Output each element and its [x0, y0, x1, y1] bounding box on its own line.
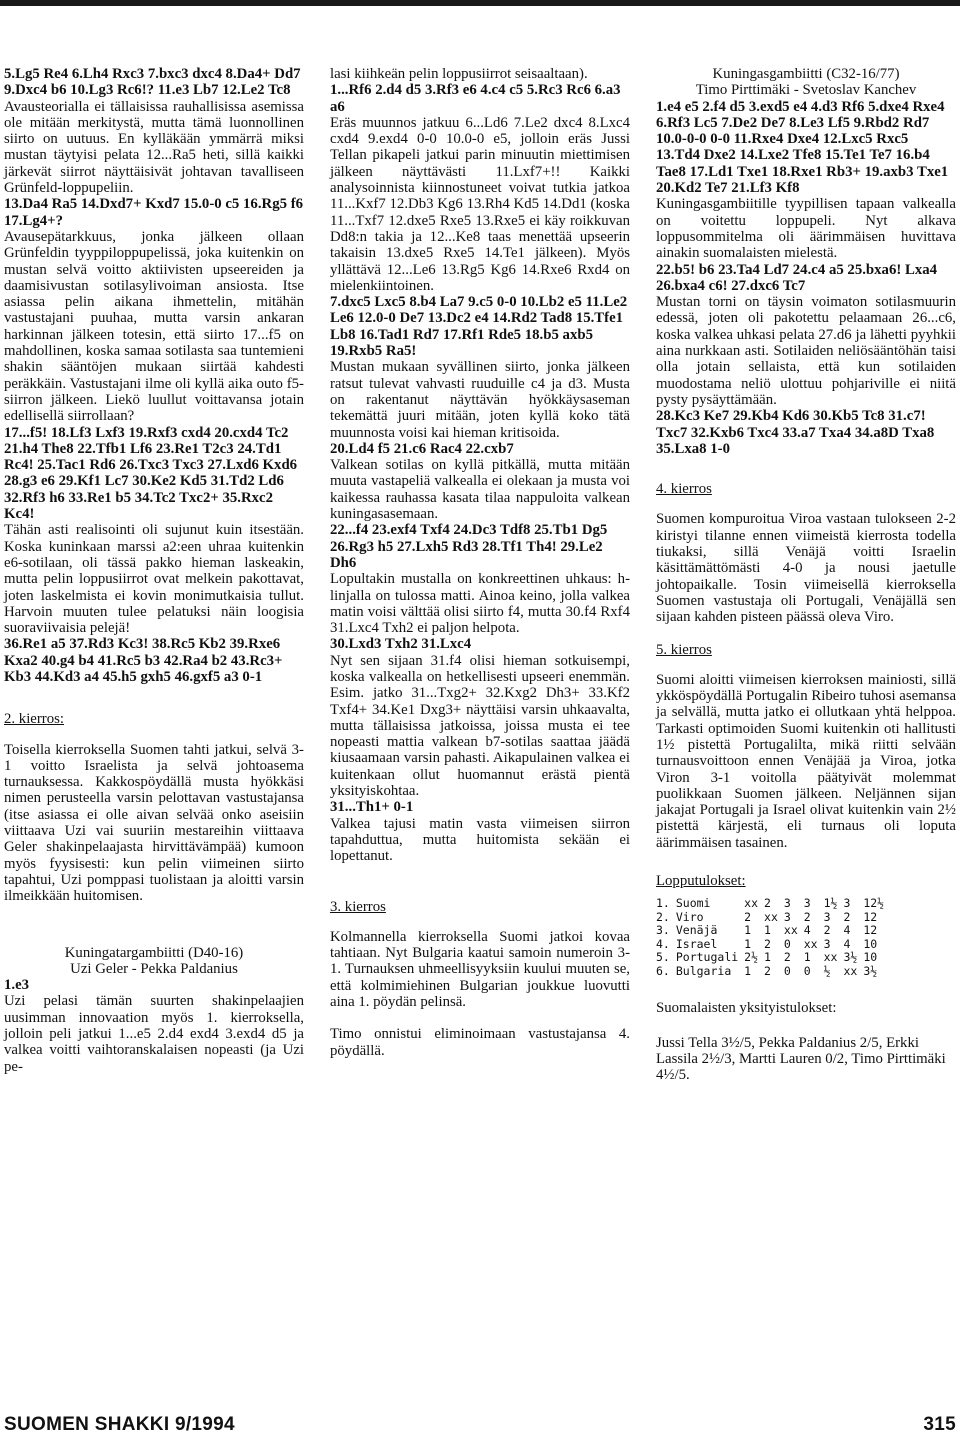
table-cell: 12 [863, 923, 878, 938]
table-cell: 1½ [823, 896, 838, 911]
table-cell: 3½ [843, 950, 858, 965]
table-cell: 3 [843, 896, 851, 911]
commentary: Mustan torni on täysin voimaton sotilasmuurin edessä, joten oli pakotettu pelaamaan 26...c6, koska valkea uhkasi pelata 27.d6 ja lähetti pyyhkii aina nurkkaan asti. Sotilaiden neliösääntöhän taisi olla jotain sellaista, että kun sotilaiden muodostama neliö ulottuu pohjariville ei niitä pysty pysäyttämään. [656, 294, 956, 408]
table-cell: 12 [863, 909, 878, 924]
game-players: Uzi Geler - Pekka Paldanius [70, 960, 238, 977]
table-cell: 10 [863, 936, 878, 951]
moves: 36.Re1 a5 37.Rd3 Kc3! 38.Rc5 Kb2 39.Rxe6 Kxa2 40.g4 b4 41.Rc5 b3 42.Ra4 b2 43.Rc3+ Kb3 44.Kd3 a4 45.h5 gxh5 46.gxf5 a3 0-1 [4, 636, 283, 685]
table-row [656, 911, 890, 925]
table-cell: 10 [863, 950, 878, 965]
table-cell: 2 [764, 936, 771, 951]
table-cell: xx [823, 950, 838, 965]
commentary: Valkea tajusi matin vasta viimeisen siirron tapahduttua, mutta huitomista sekään ei lopettanut. [330, 815, 630, 865]
table-cell: 3 [823, 936, 831, 951]
opening-name: Kuningatargambiitti (D40-16) [64, 944, 244, 961]
commentary: lasi kiihkeän pelin loppusiirrot seisaaltaan). [330, 66, 588, 82]
table-cell: 5. [656, 950, 670, 965]
section-heading: 2. kierros: [4, 711, 64, 728]
results-table [656, 897, 890, 978]
table-cell: Venäjä [675, 923, 718, 938]
table-cell: Portugali [675, 950, 739, 965]
table-cell: 1 [744, 936, 752, 951]
table-row [656, 924, 890, 938]
moves: 5.Lg5 Re4 6.Lh4 Rxc3 7.bxc3 dxc4 8.Da4+ Dd7 9.Dxc4 b6 10.Lg3 Rc6!? 11.e3 Lb7 12.Le2 Tc8 [4, 66, 301, 99]
moves: 31...Th1+ 0-1 [330, 799, 414, 816]
commentary: Toisella kierroksella Suomen tahti jatkui, selvä 3-1 voitto Israelista ja selvä johtoasema turnauksessa. Kakkospöydällä musta hyökkäsi nimen perusteella varsin pelottavan vastustajansa (itse asiassa ei olle aivan selvää onko aseisiin viittaava Uzi vai suuriin mestareihin viittaava Geler shakinpelaajasta hirvittävämpää) kumoon myös fyysisesti: kun pelin viimeinen siirto tapahtui, Uzi pomppasi tuolistaan ja aloitti varsin ilmeikkään huitomisen. [4, 741, 304, 905]
magazine-issue: SUOMEN SHAKKI 9/1994 [4, 1414, 235, 1435]
commentary: Uzi pelasi tämän suurten shakinpelaajien uusimman innovaation myös 1. kierroksella, jolloin peli jatkui 1...e5 2.d4 exd4 3.exd4 d5 ja valkea voitti vaihtoranskalaisen nopeasti (ja Uzi pe- [4, 993, 304, 1075]
moves: 7.dxc5 Lxc5 8.b4 La7 9.c5 0-0 10.Lb2 e5 11.Le2 Le6 12.0-0 De7 13.Dc2 e4 14.Rd2 Tad8 15.Tfe1 Lb8 16.Tad1 Rd7 17.Rf1 Rde5 18.b5 axb5 19.Rxb5 Ra5! [330, 294, 628, 360]
table-cell: 1 [764, 923, 771, 938]
commentary: Avausepätarkkuus, jonka jälkeen ollaan Grünfeldin tyyppiloppupelissä, joka kuitenkin on mustan selvä voitto aktiivisten upseereiden ja daamisivustan sotilasylivoiman ansiosta. Itse asiassa pelin aikana ihmettelin, mitähän vastustajani puuhaa, mutta varsin ankaran harkinnan jälkeen totesin, että siirto 17...f5 on mahdollinen, koska samaa sotilasta saa tuntemieni shakin sääntöjen mukaan siirtää kahdesti peräkkäin. Vastustajani ilme oli kyllä aika outo f5-siirron jälkeen. Liekö luullut voittavansa jotain edellisellä siirrollaan? [4, 228, 304, 425]
table-cell: xx [803, 936, 818, 951]
table-cell: 1 [803, 950, 811, 965]
table-cell: xx [744, 896, 759, 911]
results-heading: Lopputulokset: [656, 873, 746, 890]
table-cell: 1 [764, 950, 771, 965]
moves: 17...f5! 18.Lf3 Lxf3 19.Rxf3 cxd4 20.cxd4 Tc2 21.h4 The8 22.Tfb1 Lf6 23.Re1 T2c3 24.Td1 Rc4! 25.Tac1 Rd6 26.Txc3 Txc3 27.Lxd6 Kxd6 28.g3 e6 29.Kf1 Lc7 30.Ke2 Kd5 31.Td2 Ld6 32.Rf3 h6 33.Re1 b5 34.Tc2 Txc2+ 35.Rxc2 Kc4! [4, 424, 298, 523]
table-cell: ½ [823, 963, 831, 978]
table-cell: 6. [656, 963, 670, 978]
individual-results: Jussi Tella 3½/5, Pekka Paldanius 2/5, Erkki Lassila 2½/3, Martti Lauren 0/2, Timo Pirttimäki 4½/5. [656, 1034, 946, 1084]
table-cell: 2 [803, 909, 811, 924]
table-cell: Suomi [675, 896, 711, 911]
table-cell: 2 [764, 963, 771, 978]
table-cell: 2½ [744, 950, 759, 965]
table-cell: 3 [823, 909, 831, 924]
moves: 28.Kc3 Ke7 29.Kb4 Kd6 30.Kb5 Tc8 31.c7! Txc7 32.Kxb6 Txc4 33.a7 Txa4 34.a8D Txa8 35.Lxa8 1-0 [656, 408, 935, 457]
moves: 1.e4 e5 2.f4 d5 3.exd5 e4 4.d3 Rf6 5.dxe4 Rxe4 6.Rf3 Lc5 7.De2 De7 8.Le3 Lf5 9.Rbd2 Rd7 10.0-0-0 0-0 11.Rxe4 Dxe4 12.Lxc5 Rxc5 13.Td4 Dxe2 14.Lxe2 Tfe8 15.Te1 Te7 16.b4 Tae8 17.Ld1 Txe1 18.Rxe1 Rb3+ 19.axb3 Txe1 20.Kd2 Te7 21.Lf3 Kf8 [656, 98, 949, 197]
page-number: 315 [923, 1414, 956, 1435]
table-cell: 4 [843, 923, 851, 938]
table-cell: 2 [823, 923, 831, 938]
moves: 22.b5! b6 23.Ta4 Ld7 24.c4 a5 25.bxa6! Lxa4 26.bxa4 c6! 27.dxc6 Tc7 [656, 261, 938, 294]
table-cell: xx [764, 909, 778, 924]
table-cell: 3 [783, 896, 791, 911]
table-cell: 4 [803, 923, 811, 938]
commentary: Mustan mukaan syvällinen siirto, jonka jälkeen ratsut tulevat vahvasti ruuduille c4 ja d3. Musta on rakentanut näyttävän hyökkäysaseman tekemättä juuri mitään, joten kyllä koko tätä muunnosta voisi kai hieman kritisoida. [330, 359, 630, 441]
column-2 [330, 66, 630, 1059]
table-cell: 0 [803, 963, 811, 978]
table-row [656, 938, 890, 952]
table-cell: 1. [656, 896, 670, 911]
commentary: Eräs muunnos jatkuu 6...Ld6 7.Le2 dxc4 8.Lxc4 cxd4 9.exd4 0-0 10.0-0 e5, jolloin eräs Jussi Tellan pikapeli jatkui parin minuutin miettimisen jälkeen näyttävästi 11.Lxf7+!! Kaikki analysoinnista kiinnostuneet voivat tutkia jatkoa 11...Kxf7 12.Db3 Kg6 13.Rh4 Kd5 14.Dd1 (koska 11...Txf7 12.dxe5 Rxe5 13.Rxe5 ei käy roikkuvan Dd8:n takia ja 12...Ke8 taas menettää upseerin takaisin 13.dxe5 Rxe5 14.Te1 jälkeen). Myös yllättävä 12...Le6 13.Rg5 Kg6 14.Rxe6 Rxd4 on mielenkiintoinen. [330, 114, 630, 294]
commentary: Nyt sen sijaan 31.f4 olisi hieman sotkuisempi, koska valkealla on hetkellisesti upseeri enemmän. Esim. jatko 31...Txg2+ 32.Kxg2 Dh3+ 33.Kf2 Txf4+ 34.Ke1 Dxg3+ näyttäisi varsin uhkaavalta, mutta tällaisissa jatkoissa, joissa musta ei tee nopeasti mattia valkean b7-sotilas saattaa jäädä kiusaamaan varsin pahasti. Aikapulainen valkea ei kuitenkaan ollut huomannut erästä pientä yksityiskohtaa. [330, 652, 630, 800]
table-cell: Israel [675, 936, 718, 951]
table-row [656, 965, 890, 979]
commentary: Suomi aloitti viimeisen kierroksen mainiosti, sillä ykköspöydällä Portugalin Ribeiro tuhosi asemansa ja selvällä, mutta jatko ei ollutkaan yhtä helppoa. Tarkasti optimoiden Suomi kuitenkin oti hallitusti 1½ pistettä Portugalilta, mikä riitti selvään turnausvoittoon ennen Venäjää ja Viroa, jotka Viron 3-1 voitolla päätyivät molemmat puolikkaan Suomen jälkeen. Neljännen sijan jakajat Portugali ja Israel olivat kuitenkin vain 2½ pistettä kärjestä, eli turnaus oli loputa äärimmäisen tasainen. [656, 671, 957, 851]
table-cell: 3½ [863, 963, 878, 978]
moves: 1.e3 [4, 977, 30, 994]
table-cell: xx [783, 923, 798, 938]
section-heading: 5. kierros [656, 641, 712, 658]
top-rule [0, 0, 960, 6]
table-cell: 2. [656, 909, 670, 924]
commentary: Tähän asti realisointi oli sujunut kuin itsestään. Koska kuninkaan marssi a2:een uhraa kuitenkin e6-sotilaan, oli tässä pakko hieman laskeakin, mutta pelin loppusiirrot ovat melkein pakottavat, joten laskelmista ei kovin monimutkaisia tullut. Harvoin muuten tulee pelatuksi näin loogisia suoraviivaisia pelejä! [4, 522, 304, 637]
table-cell: 0 [783, 963, 791, 978]
table-cell: 12½ [863, 896, 885, 911]
table-cell: 2 [783, 950, 791, 965]
section-heading: 4. kierros [656, 481, 712, 498]
commentary: Lopultakin mustalla on konkreettinen uhkaus: h-linjalla on tulossa matti. Ainoa keino, jolla valkea matin voisi välttää olisi siirto f4, mutta 30.f4 Rxf4 31.Lxc4 Txh2 ei paljon helpota. [330, 571, 630, 637]
table-cell: 3. [656, 923, 670, 938]
table-cell: 3 [783, 909, 791, 924]
table-cell: 1 [744, 963, 752, 978]
moves: 1...Rf6 2.d4 d5 3.Rf3 e6 4.c4 c5 5.Rc3 Rc6 6.a3 a6 [330, 82, 621, 115]
table-row [656, 897, 890, 911]
column-3 [656, 66, 956, 1084]
opening-name: Kuningasgambiitti (C32-16/77) [712, 66, 900, 82]
table-cell: 1 [744, 923, 752, 938]
game-players: Timo Pirttimäki - Svetoslav Kanchev [695, 82, 917, 99]
individual-results-heading: Suomalaisten yksityistulokset: [656, 1000, 837, 1017]
commentary: Avausteorialla ei tällaisissa rauhallisissa asemissa ole mitään merkitystä, mutta tämä luonnollinen siirto on uutuus. En kylläkään ymmärrä miksi mustan täytyisi pelata 12...Ra5 heti, sillä kaikki järkevät siirrot näyttäisivät johtavan tavalliseen Grünfeld-loppupeliin. [4, 98, 304, 197]
table-cell: 4. [656, 936, 670, 951]
table-cell: 2 [843, 909, 851, 924]
table-cell: 0 [783, 936, 791, 951]
commentary: Valkean sotilas on kyllä pitkällä, mutta mitään muuta vastapeliä valkealla ei olekaan ja musta voi kaikessa rauhassa kasata tilaa nappuloita valkean kuningasasemaan. [330, 457, 630, 523]
moves: 30.Lxd3 Txh2 31.Lxc4 [330, 636, 472, 653]
table-cell: Viro [675, 909, 704, 924]
table-cell: 4 [843, 936, 851, 951]
table-cell: 2 [744, 909, 752, 924]
column-1 [4, 66, 304, 1075]
moves: 13.Da4 Ra5 14.Dxd7+ Kxd7 15.0-0 c5 16.Rg5 f6 17.Lg4+? [4, 196, 304, 229]
commentary: Suomen kompuroitua Viroa vastaan tulokseen 2-2 kiristyi tilanne ennen viimeistä kierrosta todella tiukaksi, sillä Venäjä voitti Israelin käsittämättömästi 4-0 ja nousi jaetulle johtopaikalle. Tosin viimeisellä kierroksella Suomen vastustaja oli Portugali, Venäjällä sen sijaan kahden pisteen päässä oleva Viro. [656, 511, 956, 626]
table-cell: Bulgaria [675, 963, 732, 978]
moves: 22...f4 23.exf4 Txf4 24.Dc3 Tdf8 25.Tb1 Dg5 26.Rg3 h5 27.Lxh5 Rd3 28.Tf1 Th4! 29.Le2 Dh6 [330, 522, 608, 571]
commentary: Kolmannella kierroksella Suomi jatkoi kovaa tahtiaan. Nyt Bulgaria kaatui samoin numeroin 3-1. Turnauksen uhmeellisyyksiin kuului muuten se, että kolmimiehinen Bulgarian joukkue luovutti aina 1. pöydän pelinsä. [330, 928, 630, 1011]
table-cell: 2 [764, 896, 771, 911]
table-cell: 3 [803, 896, 811, 911]
commentary: Timo onnistui eliminoimaan vastustajansa 4. pöydällä. [330, 1026, 630, 1059]
table-cell: xx [843, 963, 858, 978]
section-heading: 3. kierros [330, 898, 386, 915]
commentary: Kuningasgambiitille tyypillisen tapaan valkealla on voitettu loppupeli. Nyt alkava loppusommitelma oli äärimmäisen huvittava ainakin suomalaisten mielestä. [656, 196, 956, 262]
moves: 20.Ld4 f5 21.c6 Rac4 22.cxb7 [330, 440, 514, 457]
table-row [656, 951, 890, 965]
